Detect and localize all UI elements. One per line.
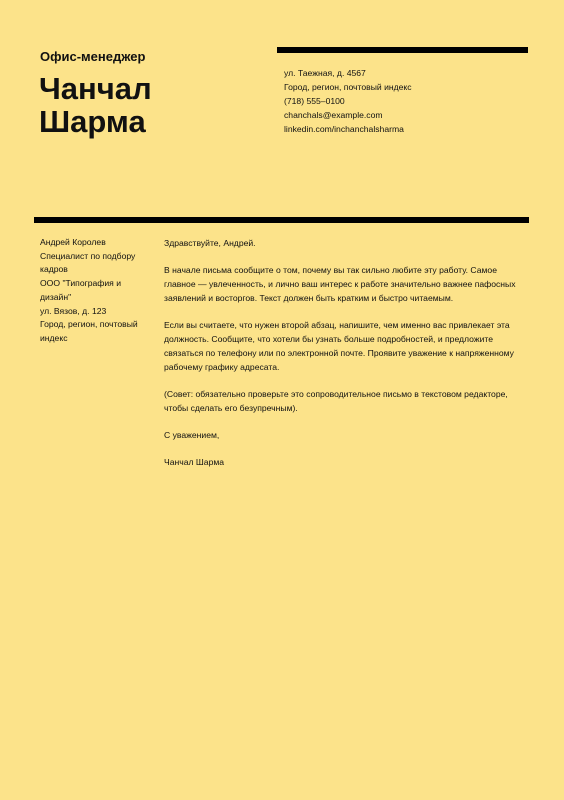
header-divider (277, 47, 528, 53)
recipient-name: Андрей Королев (40, 237, 106, 247)
recipient-company: ООО "Типография и дизайн" (40, 278, 122, 302)
letter-signature: Чанчал Шарма (164, 457, 225, 467)
recipient-block (40, 236, 152, 346)
letter-greeting: Здравствуйте, Андрей. (164, 238, 256, 248)
recipient-street: ул. Вязов, д. 123 (40, 305, 107, 316)
applicant-last-name: Шарма (39, 104, 146, 139)
letter-paragraph: В начале письма сообщите о том, почему вы так сильно любите эту работу. Самое главное — увлеченность, и лично ваш интерес к работе значительно важнее пафосных заявлений и восторгов. Текст должен быть кратким и быстро читаемым. (164, 265, 516, 303)
recipient-city: Город, регион, почтовый индекс (40, 319, 138, 343)
contact-block (284, 66, 412, 136)
contact-email: chanchals@example.com (284, 110, 383, 120)
applicant-first-name: Чанчал (39, 71, 152, 106)
letter-closing: С уважением, (164, 430, 220, 440)
letter-tip: (Совет: обязательно проверьте это сопроводительное письмо в текстовом редакторе, чтобы сделать его безупречным). (164, 389, 508, 413)
applicant-name (39, 72, 152, 138)
recipient-title: Специалист по подбору кадров (40, 250, 136, 275)
job-title: Офис-менеджер (40, 49, 146, 64)
contact-city: Город, регион, почтовый индекс (284, 82, 412, 92)
letter-paragraph: Если вы считаете, что нужен второй абзац, напишите, чем именно вас привлекает эта должность. Сообщите, что хотели бы узнать больше подробностей, и предложите связаться по телефону или по электронной почте. Проявите уважение к напряженному рабочему графику адресата. (164, 320, 514, 372)
contact-linkedin: linkedin.com/inchanchalsharma (284, 124, 404, 134)
contact-address: ул. Таежная, д. 4567 (284, 68, 366, 78)
letter-body (164, 236, 528, 482)
section-divider (34, 217, 529, 223)
contact-phone: (718) 555–0100 (284, 96, 345, 106)
